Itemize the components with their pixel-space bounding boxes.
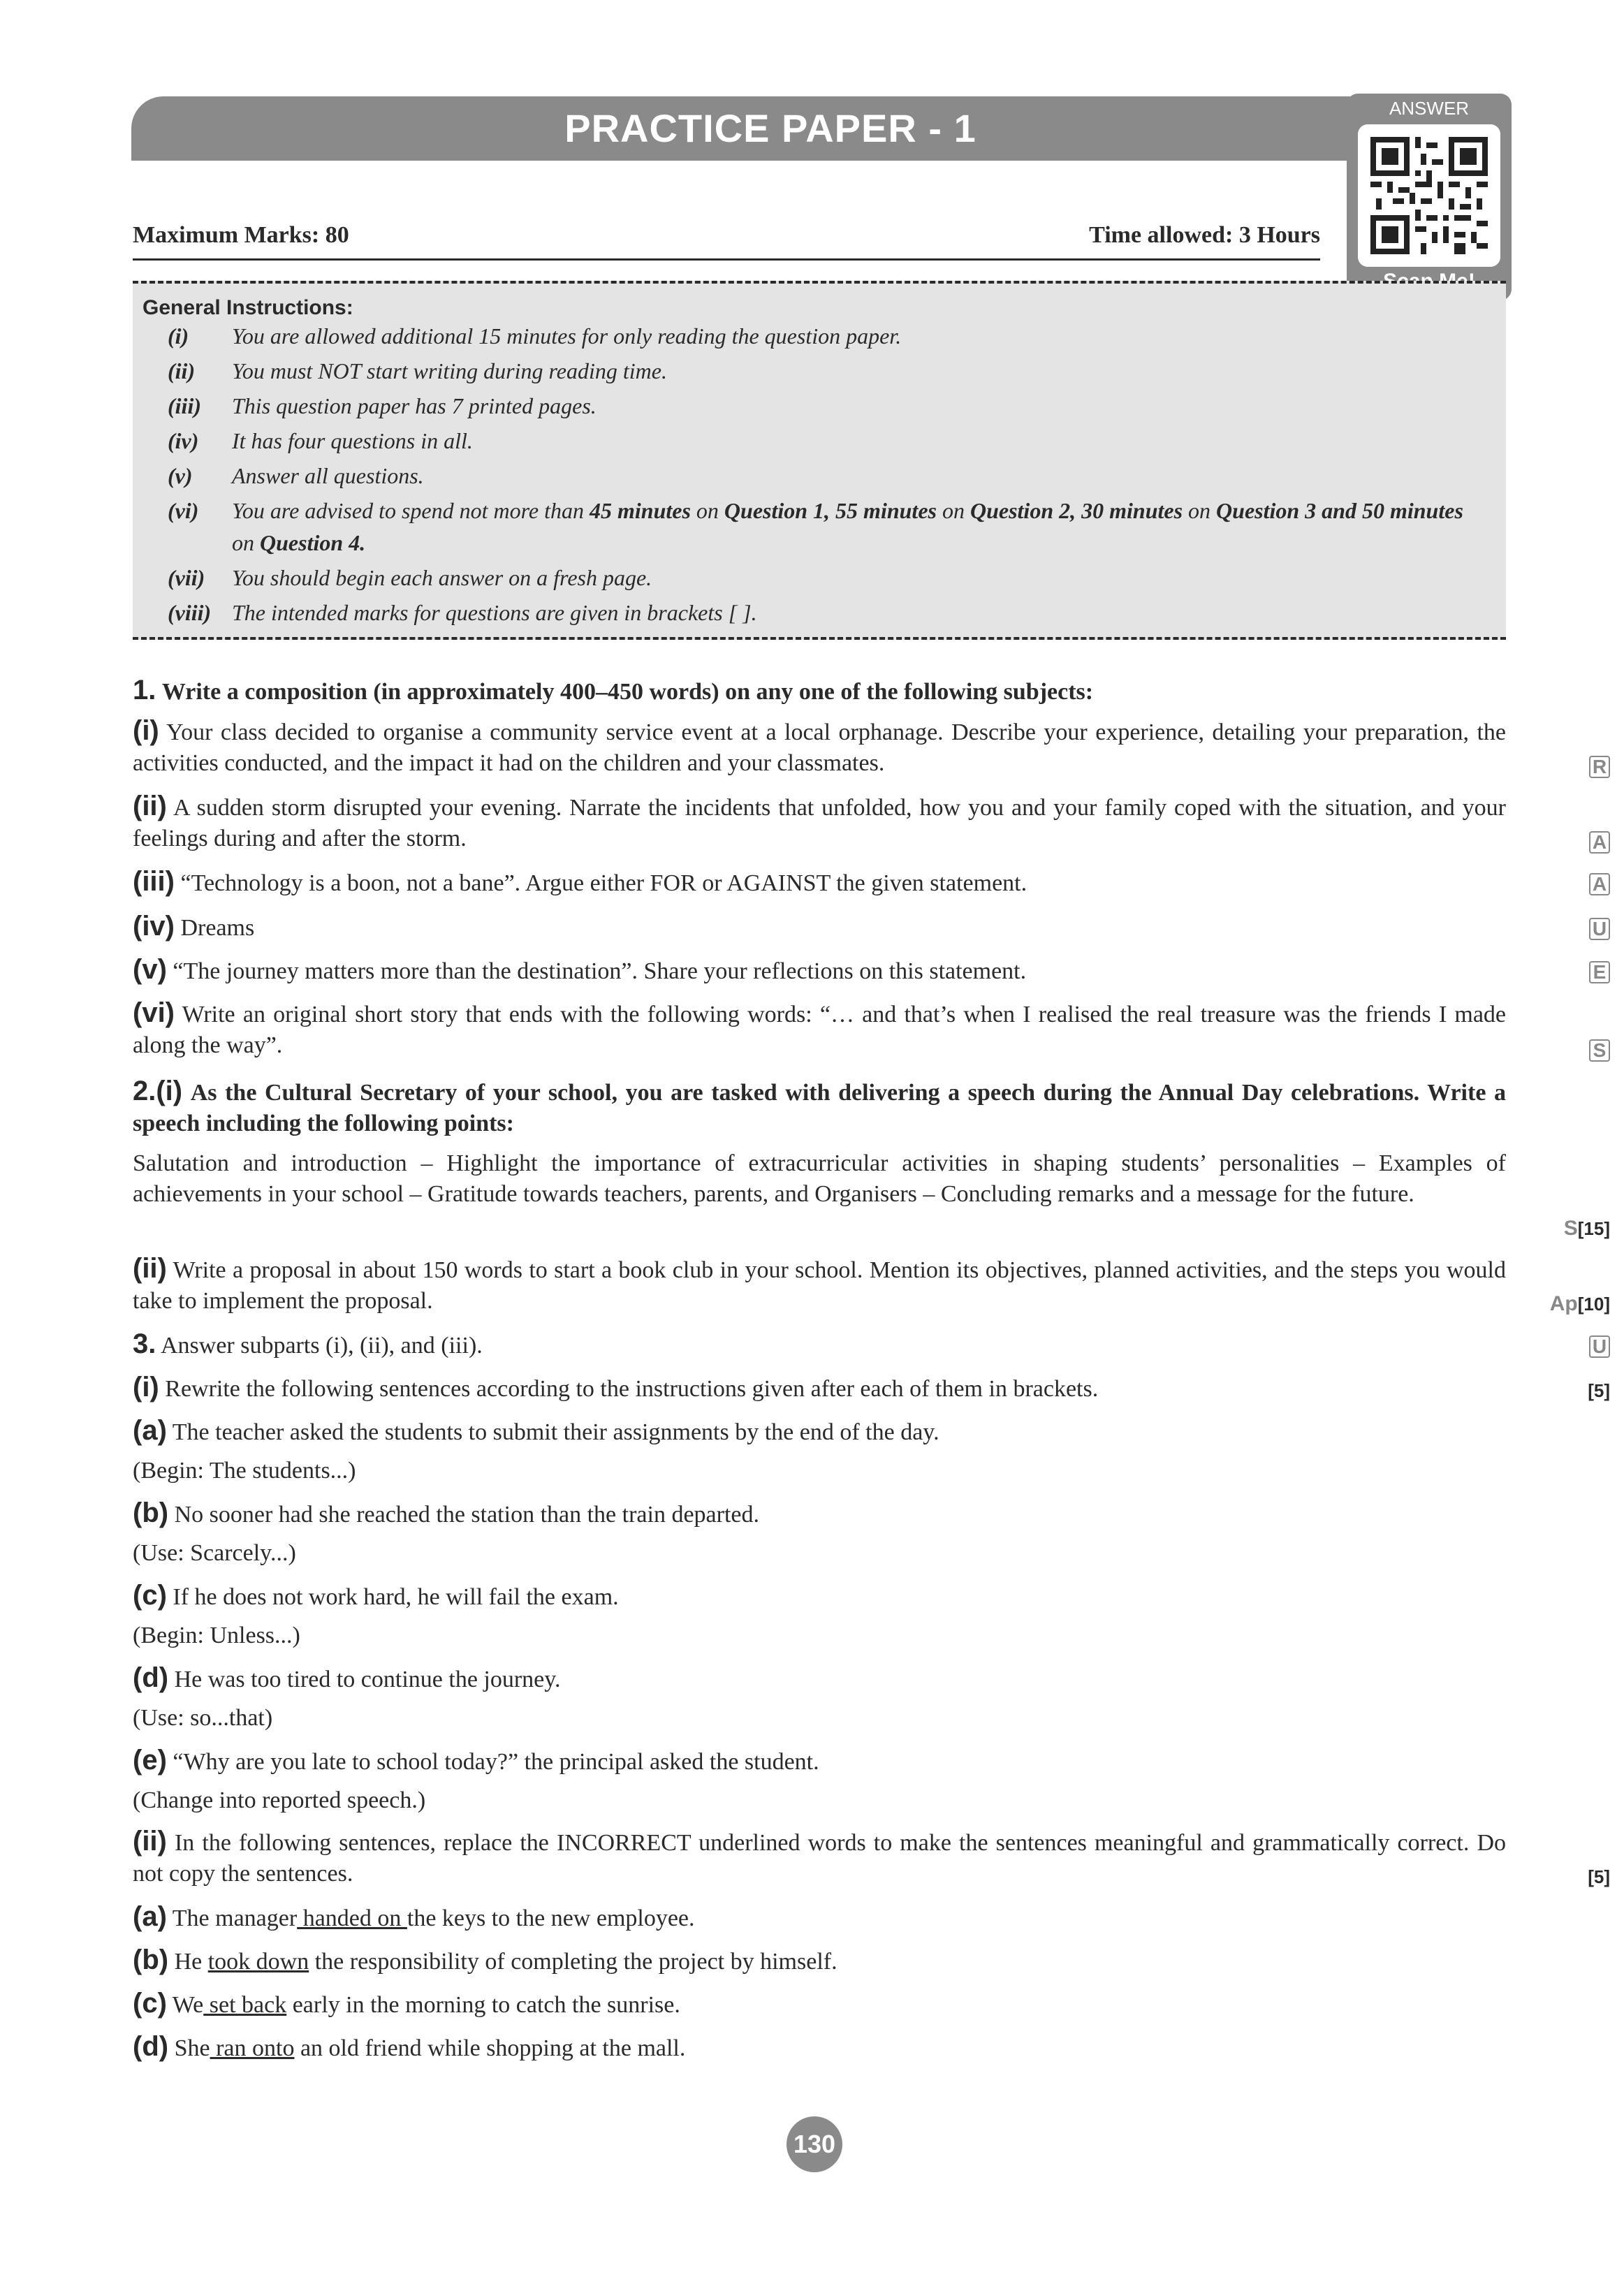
- item-label: (a): [133, 1901, 167, 1932]
- item-label: (d): [133, 2031, 169, 2062]
- instruction-num: (iii): [168, 393, 201, 418]
- item-text: an old friend while shopping at the mall.: [294, 2035, 686, 2061]
- qr-code[interactable]: [1358, 124, 1500, 267]
- part-label: (vi): [133, 997, 175, 1028]
- replace-item: [133, 2031, 1506, 2064]
- instruction-text: You must NOT start writing during reading time.: [232, 358, 667, 383]
- level-badge: E: [1589, 961, 1610, 983]
- instruction-num: (ii): [168, 358, 196, 383]
- instruction-text: The intended marks for questions are given in brackets [ ].: [232, 600, 757, 625]
- instruction-num: (vi): [168, 498, 199, 523]
- question-1-part-vi: [133, 997, 1506, 1061]
- item-label: (d): [133, 1662, 169, 1693]
- part-text: Rewrite the following sentences according to the instructions given after each of them in brackets.: [165, 1376, 1099, 1402]
- item-label: (c): [133, 1580, 167, 1611]
- replace-item: [133, 1945, 1506, 1977]
- rewrite-item: [133, 1498, 1506, 1530]
- item-text: He was too tired to continue the journey.: [174, 1667, 561, 1692]
- item-text: “Why are you late to school today?” the principal asked the student.: [173, 1749, 819, 1775]
- instruction-num: (i): [168, 323, 189, 349]
- instruction-num: (viii): [168, 600, 212, 625]
- instruction-text: This question paper has 7 printed pages.: [232, 393, 597, 418]
- item-text: No sooner had she reached the station than the train departed.: [174, 1502, 759, 1528]
- instructions-heading: General Instructions:: [142, 296, 353, 319]
- part-label: (ii): [133, 1253, 167, 1284]
- instruction-text: You are advised to spend not more than 45 minutes on Question 1, 55 minutes on Question 2, 30 minutes on Question 3 and 50 minutes on Question 4.: [232, 498, 1463, 555]
- general-instructions: [133, 281, 1506, 640]
- time-allowed: Time allowed: 3 Hours: [1089, 222, 1320, 248]
- marks-value: [5]: [1588, 1866, 1610, 1887]
- underlined-word: set back: [203, 1992, 287, 2018]
- question-number: 1.: [133, 675, 156, 705]
- question-text: Answer subparts (i), (ii), and (iii).: [160, 1333, 483, 1359]
- part-text: Write a proposal in about 150 words to start a book club in your school. Mention its objectives, planned activities, and the steps you would take to implement the proposal.: [133, 1257, 1506, 1314]
- question-2-part-ii: [133, 1253, 1506, 1317]
- replace-item: [133, 1988, 1506, 2021]
- question-2-part-i-points: [133, 1148, 1506, 1210]
- item-text: The manager: [172, 1905, 298, 1931]
- level-badge: U: [1589, 918, 1610, 940]
- max-marks: Maximum Marks: 80: [133, 222, 349, 248]
- part-text: In the following sentences, replace the INCORRECT underlined words to make the sentences meaningful and grammatically correct. Do not copy the sentences.: [133, 1830, 1507, 1887]
- instruction-num: (v): [168, 463, 193, 488]
- part-label: (iii): [133, 866, 175, 897]
- rewrite-item: [133, 1580, 1506, 1613]
- question-2-part-i-heading: [133, 1076, 1506, 1139]
- item-text: the keys to the new employee.: [407, 1905, 695, 1931]
- underlined-word: ran onto: [210, 2035, 295, 2061]
- rewrite-hint: (Use: so...that): [133, 1705, 273, 1731]
- part-text: “Technology is a boon, not a bane”. Argue either FOR or AGAINST the given statement.: [180, 870, 1027, 896]
- rewrite-item: [133, 1662, 1506, 1695]
- qr-top-label: ANSWER: [1389, 98, 1470, 119]
- question-3-part-i: [133, 1372, 1506, 1405]
- question-1-heading: [133, 675, 1506, 708]
- rewrite-item: [133, 1745, 1506, 1778]
- qr-code-icon: [1370, 137, 1488, 254]
- question-number: 3.: [133, 1328, 156, 1359]
- qr-answer-box[interactable]: [1347, 94, 1512, 300]
- part-text: Dreams: [180, 915, 255, 941]
- marks-label: [1550, 1292, 1610, 1316]
- level-badge: A: [1589, 873, 1610, 895]
- marks-value: [10]: [1577, 1294, 1610, 1315]
- rewrite-hint: (Begin: The students...): [133, 1458, 356, 1484]
- item-text: The teacher asked the students to submit their assignments by the end of the day.: [172, 1419, 939, 1445]
- part-title: As the Cultural Secretary of your school, you are tasked with delivering a speech during the Annual Day celebrations. Write a speech including the following points:: [133, 1080, 1506, 1136]
- part-text: A sudden storm disrupted your evening. Narrate the incidents that unfolded, how you and your family coped with the situation, and your feelings during and after the storm.: [133, 795, 1507, 851]
- rewrite-hint: (Change into reported speech.): [133, 1787, 426, 1813]
- marks-value: [5]: [1588, 1380, 1610, 1401]
- divider: [133, 258, 1320, 261]
- part-text: Your class decided to organise a community service event at a local orphanage. Describe your experience, detailing your preparation, the activities conducted, and the impact it had on the children and your classmates.: [133, 719, 1506, 776]
- part-label: (ii): [133, 791, 167, 821]
- level-badge: S: [1589, 1039, 1610, 1062]
- item-label: (a): [133, 1415, 167, 1446]
- part-label: (v): [133, 954, 167, 985]
- question-3-part-ii: [133, 1826, 1506, 1889]
- level-badge: Ap: [1549, 1292, 1578, 1315]
- instruction-text: Answer all questions.: [232, 463, 424, 488]
- item-text: early in the morning to catch the sunrise.: [286, 1992, 680, 2018]
- page-number: 130: [787, 2116, 842, 2172]
- item-text: the responsibility of completing the project by himself.: [309, 1949, 837, 1975]
- marks-time-row: [133, 222, 1320, 257]
- item-label: (c): [133, 1988, 167, 2019]
- item-text: She: [174, 2035, 210, 2061]
- item-text: If he does not work hard, he will fail the exam.: [173, 1584, 619, 1610]
- item-text: He: [174, 1949, 208, 1975]
- instruction-text: You are allowed additional 15 minutes for only reading the question paper.: [232, 323, 902, 349]
- part-label: (i): [156, 1076, 183, 1106]
- question-1-part-iii: [133, 866, 1506, 899]
- level-badge: R: [1589, 756, 1610, 778]
- rewrite-hint: (Use: Scarcely...): [133, 1540, 296, 1566]
- question-1-part-i: [133, 715, 1506, 779]
- replace-item: [133, 1901, 1506, 1934]
- part-label: (i): [133, 1372, 159, 1403]
- question-3-intro: [133, 1328, 1506, 1361]
- part-text: Salutation and introduction – Highlight the importance of extracurricular activities in shaping students’ personalities – Examples of achievements in your school – Gratitude towards teachers, parents, and Organisers – Concluding remarks and a message for the future.: [133, 1150, 1506, 1207]
- instruction-num: (iv): [168, 428, 199, 453]
- part-label: (i): [133, 715, 159, 746]
- item-label: (e): [133, 1745, 167, 1776]
- part-label: (ii): [133, 1826, 167, 1857]
- underlined-word: took down: [207, 1949, 309, 1975]
- item-label: (b): [133, 1945, 169, 1975]
- marks-value: [15]: [1577, 1218, 1610, 1239]
- question-number: 2.: [133, 1076, 156, 1106]
- rewrite-item: [133, 1415, 1506, 1448]
- page-title: PRACTICE PAPER - 1: [564, 106, 976, 150]
- instruction-text: It has four questions in all.: [232, 428, 473, 453]
- question-1-part-v: [133, 954, 1506, 987]
- part-label: (iv): [133, 911, 175, 942]
- question-1-part-iv: [133, 911, 1506, 944]
- underlined-word: handed on: [297, 1905, 407, 1931]
- level-badge: A: [1589, 831, 1610, 854]
- level-badge: U: [1589, 1335, 1610, 1358]
- part-text: “The journey matters more than the destination”. Share your reflections on this statement.: [173, 958, 1027, 984]
- level-badge: S: [1563, 1217, 1578, 1240]
- rewrite-hint: (Begin: Unless...): [133, 1623, 300, 1648]
- question-title: Write a composition (in approximately 400–450 words) on any one of the following subjects:: [161, 679, 1094, 705]
- instruction-text: You should begin each answer on a fresh page.: [232, 565, 652, 590]
- question-1-part-ii: [133, 791, 1506, 854]
- instruction-num: (vii): [168, 565, 205, 590]
- part-text: Write an original short story that ends with the following words: “… and that’s when I realised the real treasure was the friends I made along the way”.: [133, 1002, 1507, 1058]
- item-label: (b): [133, 1498, 169, 1528]
- item-text: We: [172, 1992, 204, 2018]
- marks-label: [1564, 1217, 1610, 1240]
